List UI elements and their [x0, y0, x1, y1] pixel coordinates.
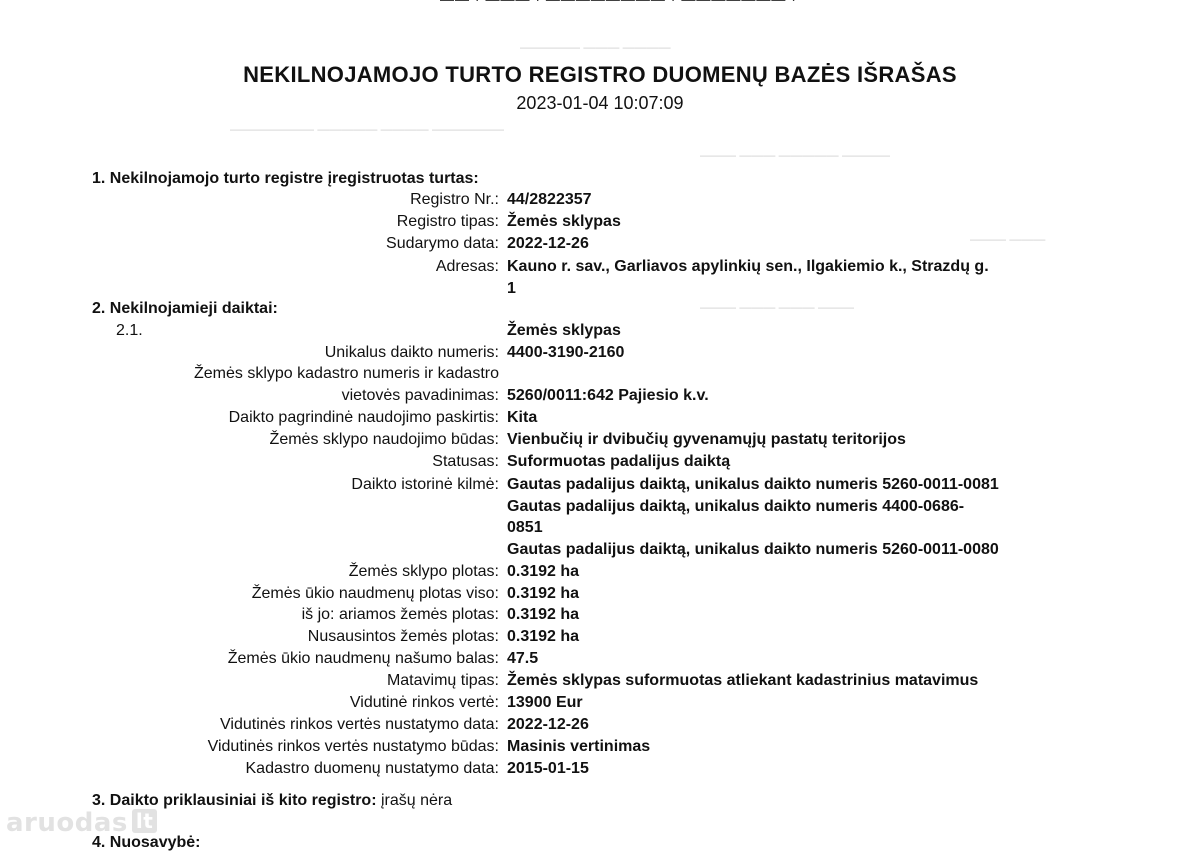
agricultural-area-row: [0, 585, 1200, 607]
field-label: Kadastro duomenų nustatymo data:: [245, 760, 499, 777]
field-label: Žemės sklypo naudojimo būdas:: [269, 431, 499, 448]
field-label: iš jo: ariamos žemės plotas:: [301, 606, 499, 623]
field-label: Registro Nr.:: [410, 191, 499, 208]
field-value: 0.3192 ha: [507, 606, 580, 623]
field-value: Kauno r. sav., Garliavos apylinkių sen., Ilgakiemio k., Strazdų g.: [507, 258, 989, 275]
field-label: vietovės pavadinimas:: [341, 387, 499, 404]
watermark-brand: aruodas: [6, 808, 128, 838]
bleed-through-text: ————— ——— ————: [520, 40, 671, 54]
historical-origin-row-2: [0, 498, 1200, 520]
field-label: Vidutinės rinkos vertės nustatymo data:: [220, 716, 499, 733]
historical-origin-row-3: [0, 519, 1200, 541]
field-value: 5260/0011:642 Pajiesio k.v.: [507, 387, 709, 404]
section-3-heading-label: 3. Daikto priklausiniai iš kito registro:: [92, 792, 377, 809]
field-value: Gautas padalijus daiktą, unikalus daikto numeris 5260-0011-0081: [507, 476, 999, 493]
drained-area-row: [0, 628, 1200, 650]
status-row: [0, 453, 1200, 475]
bleed-through-text: ——————— ————— ———— ——————: [230, 122, 505, 136]
field-value: Vienbučių ir dvibučių gyvenamųjų pastatų teritorijos: [507, 431, 906, 448]
creation-date-row: [0, 235, 1200, 257]
field-value: 0851: [507, 519, 543, 536]
item-title: Žemės sklypas: [507, 322, 621, 339]
field-label: Daikto pagrindinė naudojimo paskirtis:: [228, 409, 499, 426]
field-label: Nusausintos žemės plotas:: [307, 628, 499, 645]
address-row-continued: [0, 280, 1200, 302]
aruodas-watermark-logo: [6, 808, 157, 838]
historical-origin-row: [0, 476, 1200, 498]
field-value: 13900 Eur: [507, 694, 583, 711]
field-label: Unikalus daikto numeris:: [324, 344, 499, 361]
market-value-row: [0, 694, 1200, 716]
field-value: 47.5: [507, 650, 539, 667]
field-value: Suformuotas padalijus daiktą: [507, 453, 731, 470]
field-label: Vidutinė rinkos vertė:: [349, 694, 499, 711]
field-value: 2015-01-15: [507, 760, 589, 777]
section-3-value: įrašų nėra: [380, 792, 453, 809]
item-number: 2.1.: [116, 322, 143, 339]
field-value: Gautas padalijus daiktą, unikalus daikto numeris 4400-0686-: [507, 498, 965, 515]
cadastre-date-row: [0, 760, 1200, 782]
field-value: 1: [507, 280, 516, 297]
field-value: Gautas padalijus daiktą, unikalus daikto numeris 5260-0011-0080: [507, 541, 999, 558]
usage-method-row: [0, 431, 1200, 453]
historical-origin-row-4: [0, 541, 1200, 563]
field-label: Žemės ūkio naudmenų našumo balas:: [227, 650, 499, 667]
arable-area-row: [0, 606, 1200, 628]
market-value-method-row: [0, 738, 1200, 760]
registry-number-row: [0, 191, 1200, 213]
productivity-score-row: [0, 650, 1200, 672]
bleed-through-text: ——— ——— ——— ———: [700, 300, 855, 314]
bleed-through-text: ——— ———: [970, 232, 1046, 246]
section-4-heading: 4. Nuosavybė:: [92, 834, 201, 851]
unique-number-row: [0, 344, 1200, 366]
field-value: Kita: [507, 409, 538, 426]
field-value: Žemės sklypas suformuotas atliekant kadastrinius matavimus: [507, 672, 979, 689]
cadastre-number-row: [0, 387, 1200, 409]
document-title: NEKILNOJAMOJO TURTO REGISTRO DUOMENŲ BAZĖS IŠRAŠAS: [243, 62, 957, 87]
field-label: Adresas:: [435, 258, 499, 275]
main-purpose-row: [0, 409, 1200, 431]
field-value: 4400-3190-2160: [507, 344, 625, 361]
field-label: Sudarymo data:: [386, 235, 499, 252]
field-label: Matavimų tipas:: [386, 672, 499, 689]
registry-type-row: [0, 213, 1200, 235]
field-value: Žemės sklypas: [507, 213, 621, 230]
plot-area-row: [0, 563, 1200, 585]
watermark-suffix: lt: [132, 809, 157, 833]
measurement-type-row: [0, 672, 1200, 694]
address-row: [0, 258, 1200, 280]
section-2-heading: 2. Nekilnojamieji daiktai:: [92, 300, 278, 317]
field-label: Vidutinės rinkos vertės nustatymo būdas:: [207, 738, 499, 755]
page-top-cut-text-decoration: [440, 0, 1160, 5]
field-label: Statusas:: [432, 453, 499, 470]
field-label: Žemės sklypo kadastro numeris ir kadastro: [194, 365, 499, 382]
document-timestamp: 2023-01-04 10:07:09: [516, 93, 684, 113]
field-value: 2022-12-26: [507, 235, 589, 252]
cadastre-number-label-row: [0, 365, 1200, 387]
field-value: Masinis vertinimas: [507, 738, 651, 755]
field-value: 0.3192 ha: [507, 628, 580, 645]
field-label: Registro tipas:: [396, 213, 499, 230]
field-label: Žemės sklypo plotas:: [348, 563, 499, 580]
section-1-heading: 1. Nekilnojamojo turto registre įregistruotas turtas:: [92, 170, 479, 187]
market-value-date-row: [0, 716, 1200, 738]
field-value: 0.3192 ha: [507, 563, 580, 580]
item-title-row: [0, 322, 1200, 344]
field-value: 44/2822357: [507, 191, 592, 208]
field-label: Daikto istorinė kilmė:: [351, 476, 499, 493]
field-label: Žemės ūkio naudmenų plotas viso:: [251, 585, 499, 602]
field-value: 2022-12-26: [507, 716, 589, 733]
bleed-through-text: ——— ——— ————— ————: [700, 148, 891, 162]
field-value: 0.3192 ha: [507, 585, 580, 602]
